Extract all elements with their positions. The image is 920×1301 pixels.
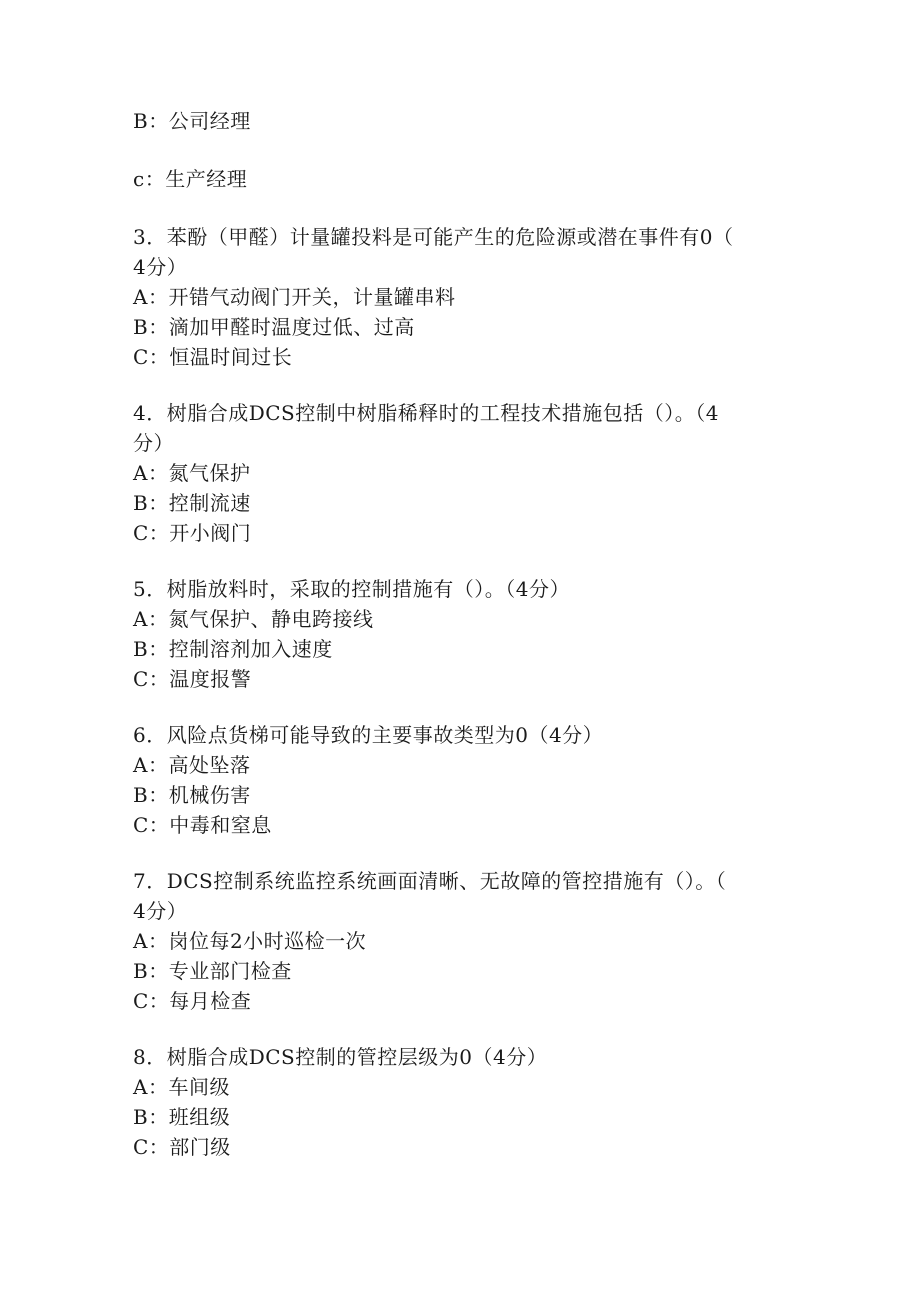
question-7 (133, 866, 793, 1016)
option-b: B：控制流速 (133, 491, 251, 515)
option-c: C：恒温时间过长 (133, 345, 293, 369)
question-stem: 6．风险点货梯可能导致的主要事故类型为0（4分） (133, 723, 604, 747)
document-page (133, 106, 793, 1162)
option-a: A：高处坠落 (133, 753, 251, 777)
option-b: B：班组级 (133, 1105, 231, 1129)
question-5 (133, 574, 793, 694)
option-a: A：氮气保护 (133, 461, 251, 485)
option-a: A：开错气动阀门开关，计量罐串料 (133, 285, 456, 309)
option-c: C：每月检查 (133, 989, 252, 1013)
option-b: B：控制溶剂加入速度 (133, 637, 333, 661)
question-8 (133, 1042, 793, 1162)
option-a: A：车间级 (133, 1075, 230, 1099)
option-c: C：温度报警 (133, 667, 252, 691)
prev-option-c: c：生产经理 (133, 167, 248, 191)
option-a: A：氮气保护、静电跨接线 (133, 607, 374, 631)
option-a: A：岗位每2小时巡检一次 (133, 929, 367, 953)
option-c: C：部门级 (133, 1135, 231, 1159)
option-b: B：机械伤害 (133, 783, 251, 807)
question-stem: 5．树脂放料时，采取的控制措施有（）。（4分） (133, 577, 570, 601)
option-c: C：开小阀门 (133, 521, 252, 545)
question-stem: 4．树脂合成DCS控制中树脂稀释时的工程技术措施包括（）。（4 (133, 401, 719, 425)
question-stem: 3．苯酚（甲醛）计量罐投料是可能产生的危险源或潜在事件有0（ (133, 225, 734, 249)
question-6 (133, 720, 793, 840)
question-stem: 8．树脂合成DCS控制的管控层级为0（4分） (133, 1045, 548, 1069)
question-4 (133, 398, 793, 548)
question-stem-cont: 4分） (133, 899, 188, 923)
option-b: B：专业部门检查 (133, 959, 292, 983)
question-stem-cont: 4分） (133, 255, 188, 279)
option-c: C：中毒和窒息 (133, 813, 272, 837)
question-stem: 7．DCS控制系统监控系统画面清晰、无故障的管控措施有（）。（ (133, 869, 727, 893)
question-stem-cont: 分） (133, 431, 174, 455)
prev-option-b: B：公司经理 (133, 109, 251, 133)
question-3 (133, 222, 793, 372)
option-b: B：滴加甲醛时温度过低、过高 (133, 315, 415, 339)
